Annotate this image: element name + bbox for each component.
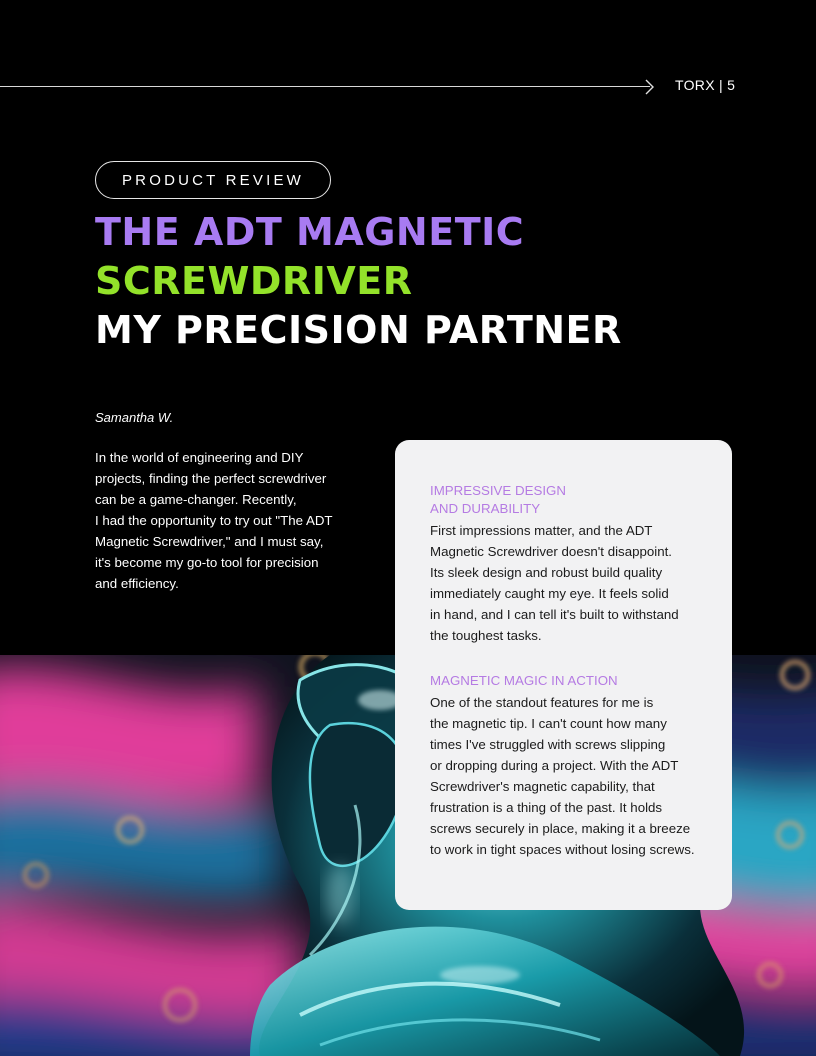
- body-line: Its sleek design and robust build quality: [430, 565, 663, 580]
- body-line: the magnetic tip. I can't count how many: [430, 716, 667, 731]
- body-line: the toughest tasks.: [430, 628, 542, 643]
- body-line: First impressions matter, and the ADT: [430, 523, 653, 538]
- section-heading-line: AND DURABILITY: [430, 501, 541, 516]
- section-heading-line: IMPRESSIVE DESIGN: [430, 483, 566, 498]
- body-line: times I've struggled with screws slipping: [430, 737, 666, 752]
- body-line: One of the standout features for me is: [430, 695, 654, 710]
- body-line: Screwdriver's magnetic capability, that: [430, 779, 655, 794]
- body-line: to work in tight spaces without losing screws.: [430, 842, 695, 857]
- intro-line: projects, finding the perfect screwdriver: [95, 471, 327, 486]
- article-title: [95, 208, 622, 355]
- intro-line: it's become my go-to tool for precision: [95, 555, 319, 570]
- review-card: [395, 440, 732, 910]
- body-line: Magnetic Screwdriver doesn't disappoint.: [430, 544, 673, 559]
- chevron-right-icon: [642, 79, 658, 95]
- body-line: in hand, and I can tell it's built to withstand: [430, 607, 679, 622]
- body-line: immediately caught my eye. It feels solid: [430, 586, 669, 601]
- section-heading: [430, 672, 732, 690]
- intro-paragraph: [95, 447, 350, 594]
- section-body: [430, 520, 732, 646]
- body-line: frustration is a thing of the past. It holds: [430, 800, 663, 815]
- page-marker: TORX | 5: [675, 77, 736, 93]
- body-line: screws securely in place, making it a breeze: [430, 821, 691, 836]
- title-line-3: MY PRECISION PARTNER: [95, 308, 622, 352]
- intro-line: and efficiency.: [95, 576, 179, 591]
- intro-line: Magnetic Screwdriver," and I must say,: [95, 534, 324, 549]
- section-body: [430, 692, 732, 860]
- header-rule: [0, 86, 650, 87]
- intro-line: can be a game-changer. Recently,: [95, 492, 297, 507]
- section-heading: [430, 482, 732, 518]
- section-heading-line: MAGNETIC MAGIC IN ACTION: [430, 673, 618, 688]
- category-tag: PRODUCT REVIEW: [95, 161, 331, 199]
- intro-line: I had the opportunity to try out "The ADT: [95, 513, 333, 528]
- title-line-1: THE ADT MAGNETIC: [95, 210, 525, 254]
- author-byline: Samantha W.: [95, 410, 174, 425]
- title-line-2: SCREWDRIVER: [95, 259, 413, 303]
- body-line: or dropping during a project. With the ADT: [430, 758, 679, 773]
- intro-line: In the world of engineering and DIY: [95, 450, 304, 465]
